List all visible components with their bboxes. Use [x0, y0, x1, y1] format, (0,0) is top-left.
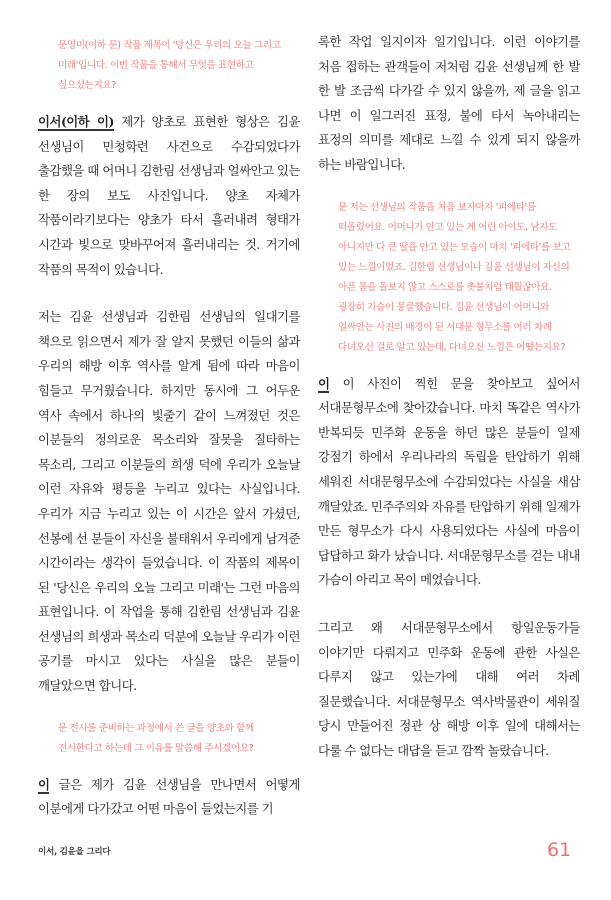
question-2-text: 전시를 준비하는 과정에서 쓴 글을 양초와 함께 전시한다고 하는데 그 이유를 말씀해 주시겠어요? [58, 722, 254, 754]
answer-3-text: 글은 제가 김윤 선생님을 만나면서 어떻게 이분에게 다가갔고 어떤 마음이 들었는지를 기 [38, 776, 300, 817]
question-2 [38, 719, 300, 759]
question-3 [318, 198, 580, 358]
left-column [38, 30, 300, 822]
footer-book-title: 이서, 김윤을 그리다 [38, 847, 111, 857]
answer-3-label: 이 [38, 776, 50, 792]
right-column [318, 30, 580, 763]
answer-3-continued: 록한 작업 일지이자 일기입니다. 이런 이야기를 처음 접하는 관객들이 저처럼 김윤 선생님께 한 발 한 발 조금씩 다가갈 수 있지 않을까, 제 글을 읽고 나면 이 일그러진 표정, 불에 타서 녹아내리는 표정의 의미를 제대로 느낄 수 있게 되지 않을까 하는 바람입니다. [318, 34, 580, 172]
answer-3 [38, 773, 300, 822]
answer-2: 저는 김윤 선생님과 김한림 선생님의 일대기를 책으로 읽으면서 제가 잘 알지 못했던 이들의 삶과 우리의 해방 이후 역사를 알게 됨에 따라 마음이 힘들고 무거웠습니다. 하지만 동시에 그 어두운 역사 속에서 하나의 빛줄기 같이 느껴졌던 것은 이분들의 정의로운 목소리와 잘못을 질타하는 목소리, 그리고 이분들의 희생 덕에 우리가 오늘날 이런 자유와 평등을 누리고 있다는 사실입니다. 우리가 지금 누리고 있는 이 시간은 앞서 가셨던, 선봉에 선 분들이 자신을 불태워서 우리에게 남겨준 시간이라는 생각이 들었습니다. 이 작품의 제목이 된 '당신은 우리의 오늘 그리고 미래'는 그런 마음의 표현입니다. 이 작업을 통해 김한림 선생님과 김윤 선생님의 희생과 목소리 덕분에 오늘날 우리가 이런 공기를 마시고 있다는 사실을 많은 분들이 깨달았으면 합니다. [38, 309, 300, 694]
answer-1-label: 이서(이하 이) [38, 114, 114, 129]
page-number: 61 [547, 839, 572, 861]
question-3-label: 문 [338, 201, 347, 213]
question-3-text: 저는 선생님의 작품을 처음 보자마자 '피에타'를 떠올렸어요. 어머니가 안고 있는 게 어린 아이도, 남자도 아니지만 다 큰 딸을 안고 있는 모습이 마치 '피에타'를 보고 있는 느낌이었죠. 김한림 선생님이나 김윤 선생님이 자신의 아픈 몸을 돌보지 않고 스스로를 촛불처럼 태웠잖아요. 굉장히 가슴이 뭉클했습니다. 김윤 선생님이 어머니와 얼싸안는 사진의 배경이 된 서대문 형무소를 여러 차례 다녀오신 걸로 알고 있는데, 다녀오신 느낌은 어땠는지요? [338, 201, 571, 353]
question-1-text: 작품 제목이 '당신은 우리의 오늘 그리고 미래'입니다. 이번 작품을 통해서 무엇을 표현하고 싶으셨는지요? [58, 40, 281, 91]
answer-1 [38, 110, 300, 282]
question-2-label: 문 [58, 722, 67, 734]
answer-4 [318, 372, 580, 593]
question-1-label: 문영미(이하 문) [58, 40, 121, 51]
answer-4-text: 이 사진이 찍힌 문을 찾아보고 싶어서 서대문형무소에 찾아갔습니다. 마치 똑같은 역사가 반복되듯 민주화 운동을 하던 많은 분들이 일제 강점기 하에서 우리나라의 독립을 탄압하기 위해 세워진 서대문형무소에 수감되었다는 사실을 새삼 깨달았죠. 민주주의와 자유를 탄압하기 위해 일제가 만든 형무소가 다시 사용되었다는 사실에 마음이 답답하고 화가 났습니다. 서대문형무소를 걷는 내내 가슴이 아리고 목이 메었습니다. [318, 375, 580, 588]
answer-1-text: 제가 양초로 표현한 형상은 김윤 선생님이 민청학련 사건으로 수감되었다가 출감했을 때 어머니 김한림 선생님과 얼싸안고 있는 한 장의 보도 사진입니다. 양초 자체가 작품이라기보다는 양초가 타서 흘러내려 형태가 시간과 빛으로 맞바꾸어져 흘러내리는 것. 거기에 작품의 목적이 있습니다. [38, 114, 300, 277]
answer-5: 그리고 왜 서대문형무소에서 항일운동가들 이야기만 다뤄지고 민주화 운동에 관한 사실은 다루지 않고 있는가에 대해 여러 차례 질문했습니다. 서대문형무소 역사박물관이 세워질 당시 만들어진 정관 상 해방 이후 일에 대해서는 다룰 수 없다는 대답을 듣고 깜짝 놀랐습니다. [318, 619, 580, 758]
answer-4-label: 이 [318, 375, 330, 391]
question-1 [38, 36, 300, 96]
